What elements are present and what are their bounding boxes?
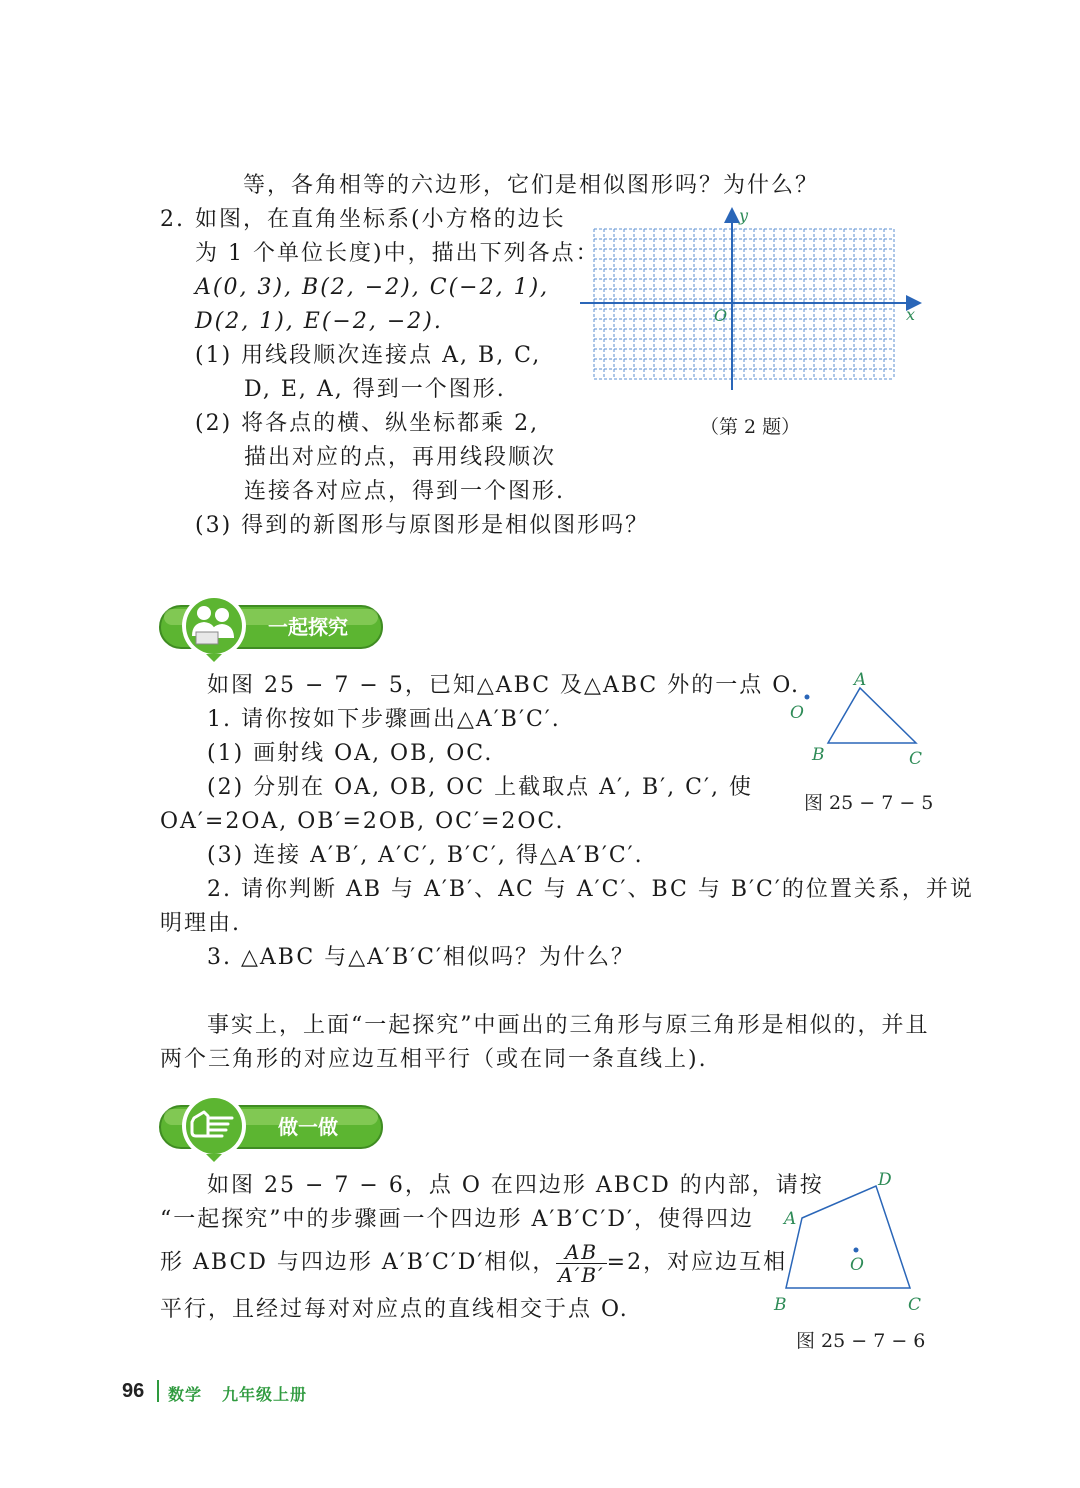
label-o: O bbox=[790, 703, 804, 723]
footer-grade: 九年级上册 bbox=[222, 1385, 308, 1404]
doit-fraction bbox=[556, 1241, 606, 1286]
exercise2-line2: 为 1 个单位长度)中，描出下列各点： bbox=[195, 241, 600, 266]
point-o bbox=[805, 695, 810, 700]
label-c: C bbox=[909, 749, 923, 769]
label-c: C bbox=[908, 1295, 922, 1315]
explore-step3: 3. △ABC 与△A′B′C′相似吗？为什么？ bbox=[207, 945, 635, 970]
figure-caption-25-7-6: 图 25 − 7 − 6 bbox=[796, 1330, 926, 1352]
explore-step2-cont: 明理由. bbox=[160, 911, 241, 936]
triangle-figure bbox=[780, 668, 940, 778]
label-o: O bbox=[850, 1255, 864, 1275]
footer-divider bbox=[157, 1380, 159, 1402]
fraction-numerator: AB bbox=[556, 1241, 606, 1264]
exercise2-line1: 如图，在直角坐标系(小方格的边长 bbox=[195, 207, 566, 232]
exercise2-q1-line2: D, E, A, 得到一个图形. bbox=[244, 377, 506, 402]
label-b: B bbox=[774, 1295, 787, 1315]
doit-line4: 平行，且经过每对对应点的直线相交于点 O. bbox=[160, 1297, 629, 1322]
explore-step1-1: (1) 画射线 OA, OB, OC. bbox=[207, 741, 494, 766]
doit-banner-title: 做一做 bbox=[278, 1115, 338, 1139]
explore-step1-3: (3) 连接 A′B′, A′C′, B′C′, 得△A′B′C′. bbox=[207, 843, 644, 868]
doit-banner bbox=[156, 1092, 388, 1164]
label-a: A bbox=[784, 1209, 797, 1229]
doit-line3-b: =2，对应边互相 bbox=[606, 1250, 788, 1275]
point-o bbox=[854, 1248, 859, 1253]
fact-line1: 事实上，上面“一起探究”中画出的三角形与原三角形是相似的，并且 bbox=[207, 1013, 930, 1038]
fraction-denominator: A′B′ bbox=[558, 1262, 605, 1287]
explore-step1: 1. 请你按如下步骤画出△A′B′C′. bbox=[207, 707, 561, 732]
exercise2-q2-line1: (2) 将各点的横、纵坐标都乘 2, bbox=[195, 411, 540, 436]
explore-banner bbox=[156, 592, 388, 664]
doit-line2: “一起探究”中的步骤画一个四边形 A′B′C′D′，使得四边 bbox=[160, 1207, 754, 1232]
figure-caption-exercise2: （第 2 题） bbox=[700, 416, 801, 438]
explore-line1: 如图 25 − 7 − 5，已知△ABC 及△ABC 外的一点 O. bbox=[207, 673, 800, 698]
exercise1-tail: 等，各角相等的六边形，它们是相似图形吗？为什么？ bbox=[243, 173, 820, 198]
doit-line3 bbox=[160, 1240, 787, 1286]
fact-line2: 两个三角形的对应边互相平行（或在同一条直线上). bbox=[160, 1047, 708, 1072]
label-d: D bbox=[878, 1170, 892, 1190]
y-axis-label: y bbox=[739, 206, 749, 225]
footer-subject: 数学 bbox=[168, 1385, 203, 1404]
quadrilateral-figure bbox=[768, 1166, 938, 1316]
exercise2-points-line1: A(0, 3), B(2, −2), C(−2, 1), bbox=[195, 275, 550, 300]
doit-line1: 如图 25 − 7 − 6，点 O 在四边形 ABCD 的内部，请按 bbox=[207, 1173, 824, 1198]
origin-label: O bbox=[714, 306, 728, 325]
exercise2-q2-line3: 连接各对应点，得到一个图形. bbox=[244, 479, 565, 504]
label-b: B bbox=[812, 745, 825, 765]
coordinate-grid-figure bbox=[576, 205, 926, 395]
exercise2-q3: (3) 得到的新图形与原图形是相似图形吗？ bbox=[195, 513, 650, 538]
doit-line3-a: 形 ABCD 与四边形 A′B′C′D′相似， bbox=[160, 1250, 557, 1275]
exercise2-number: 2. bbox=[160, 207, 185, 232]
explore-step1-2: (2) 分别在 OA, OB, OC 上截取点 A′, B′, C′, 使 bbox=[207, 775, 753, 800]
explore-banner-title: 一起探究 bbox=[268, 615, 348, 639]
explore-step2: 2. 请你判断 AB 与 A′B′、AC 与 A′C′、BC 与 B′C′的位置关系，并说 bbox=[207, 877, 974, 902]
label-a: A bbox=[854, 670, 867, 690]
page-number: 96 bbox=[122, 1380, 145, 1402]
explore-step1-2-cont: OA′=2OA, OB′=2OB, OC′=2OC. bbox=[160, 809, 565, 834]
triangle-abc bbox=[828, 688, 916, 743]
quadrilateral-abcd bbox=[786, 1186, 910, 1288]
figure-caption-25-7-5: 图 25 − 7 − 5 bbox=[804, 792, 934, 814]
x-axis-label: x bbox=[906, 305, 916, 324]
exercise2-q1-line1: (1) 用线段顺次连接点 A, B, C, bbox=[195, 343, 542, 368]
exercise2-q2-line2: 描出对应的点，再用线段顺次 bbox=[244, 445, 557, 470]
exercise2-points-line2: D(2, 1), E(−2, −2). bbox=[195, 309, 443, 334]
